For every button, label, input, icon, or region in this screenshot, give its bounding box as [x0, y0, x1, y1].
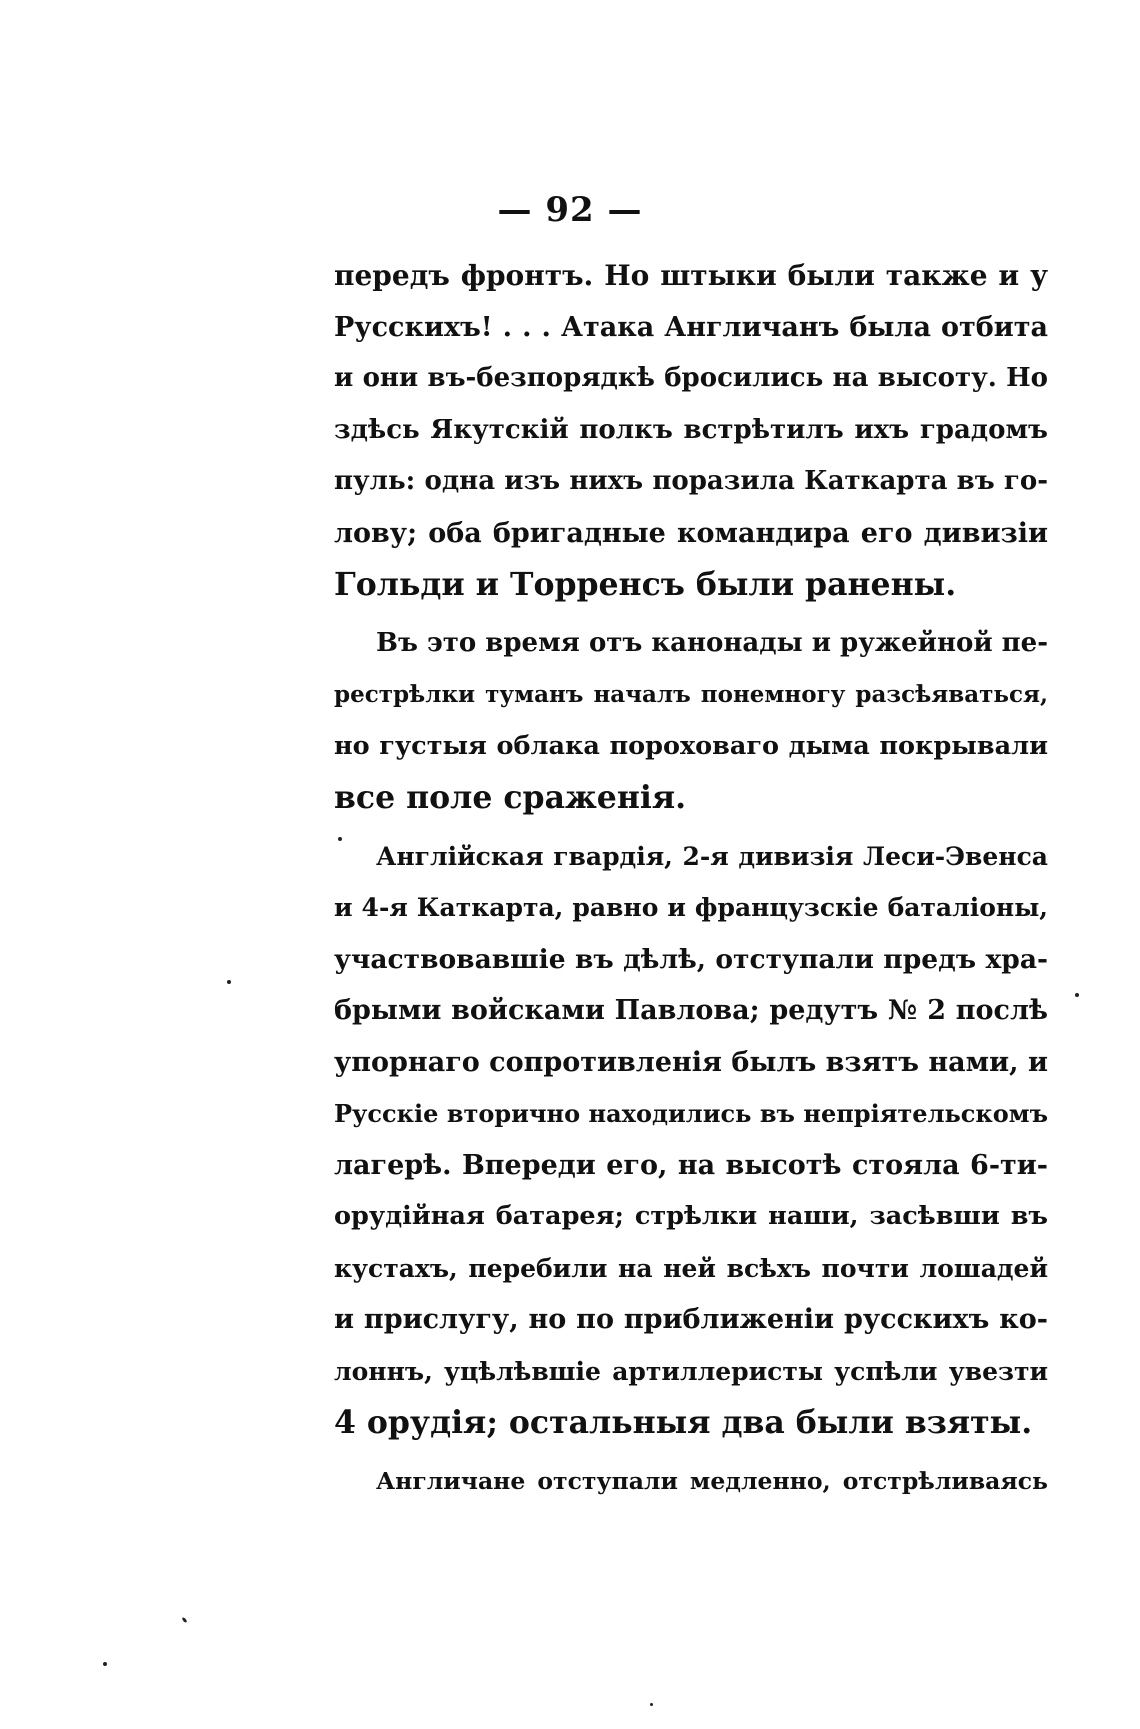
text-line: 4 орудія; остальныя два были взяты.: [334, 1404, 1033, 1441]
scan-speck: [1075, 993, 1079, 997]
text-line: все поле сраженія.: [334, 779, 687, 816]
text-line: лагерѣ. Впереди его, на высотѣ стояла 6-ти-: [334, 1149, 1048, 1181]
text-line: рестрѣлки туманъ началъ понемногу разсѣяваться,: [334, 681, 1048, 708]
paragraph-gap: [334, 611, 1048, 618]
text-line: орудійная батарея; стрѣлки наши, засѣвши въ: [334, 1201, 1048, 1231]
text-line: Англійская гвардія, 2-я дивизія Леси-Эвенса: [376, 841, 1048, 871]
text-line: но густыя облака пороховаго дыма покрывали: [334, 730, 1048, 761]
text-line: Русскіе вторично находились въ непріятельскомъ: [334, 1099, 1048, 1128]
text-line: Русскихъ! . . . Атака Англичанъ была отбита: [334, 311, 1048, 343]
paragraph: [334, 831, 1048, 1449]
text-line: здѣсь Якутскій полкъ встрѣтилъ ихъ градомъ: [334, 414, 1048, 445]
paragraph: [334, 250, 1048, 611]
page-number: — 92 —: [497, 190, 643, 230]
text-line: кустахъ, перебили на ней всѣхъ почти лошадей: [334, 1253, 1048, 1283]
text-line: Въ это время отъ канонады и ружейной пе-: [376, 627, 1049, 658]
text-line: пуль: одна изъ нихъ поразила Каткарта въ го-: [334, 466, 1048, 496]
paragraph: [334, 1456, 1048, 1508]
text-line: и прислугу, но по приближеніи русскихъ ко-: [334, 1304, 1048, 1335]
paragraph-gap: [334, 1449, 1048, 1456]
text-line: участвовавшіе въ дѣлѣ, отступали предъ хра-: [334, 943, 1048, 975]
text-line: упорнаго сопротивленія былъ взятъ нами, и: [334, 1046, 1048, 1078]
body-text: [334, 250, 1048, 1507]
text-line: лову; оба бригадные командира его дивизіи: [334, 517, 1048, 549]
text-line: брыми войсками Павлова; редутъ № 2 послѣ: [334, 995, 1048, 1026]
text-line: передъ фронтъ. Но штыки были также и у: [334, 259, 1048, 292]
scan-speck: [650, 1703, 653, 1706]
scan-speck: [103, 1662, 107, 1666]
scan-speck: [338, 837, 342, 841]
scan-speck: [181, 1617, 187, 1624]
text-line: и они въ-безпорядкѣ бросились на высоту. Но: [334, 363, 1048, 393]
text-line: лоннъ, уцѣлѣвшіе артиллеристы успѣли увезти: [334, 1356, 1048, 1386]
text-line: Гольди и Торренсъ были ранены.: [334, 566, 957, 603]
scan-speck: [227, 980, 231, 984]
text-line: и 4-я Каткарта, равно и французскіе баталіоны,: [334, 893, 1048, 922]
paragraph-gap: [334, 824, 1048, 831]
text-line: Англичане отступали медленно, отстрѣливаясь: [376, 1466, 1048, 1495]
paragraph: [334, 618, 1048, 824]
